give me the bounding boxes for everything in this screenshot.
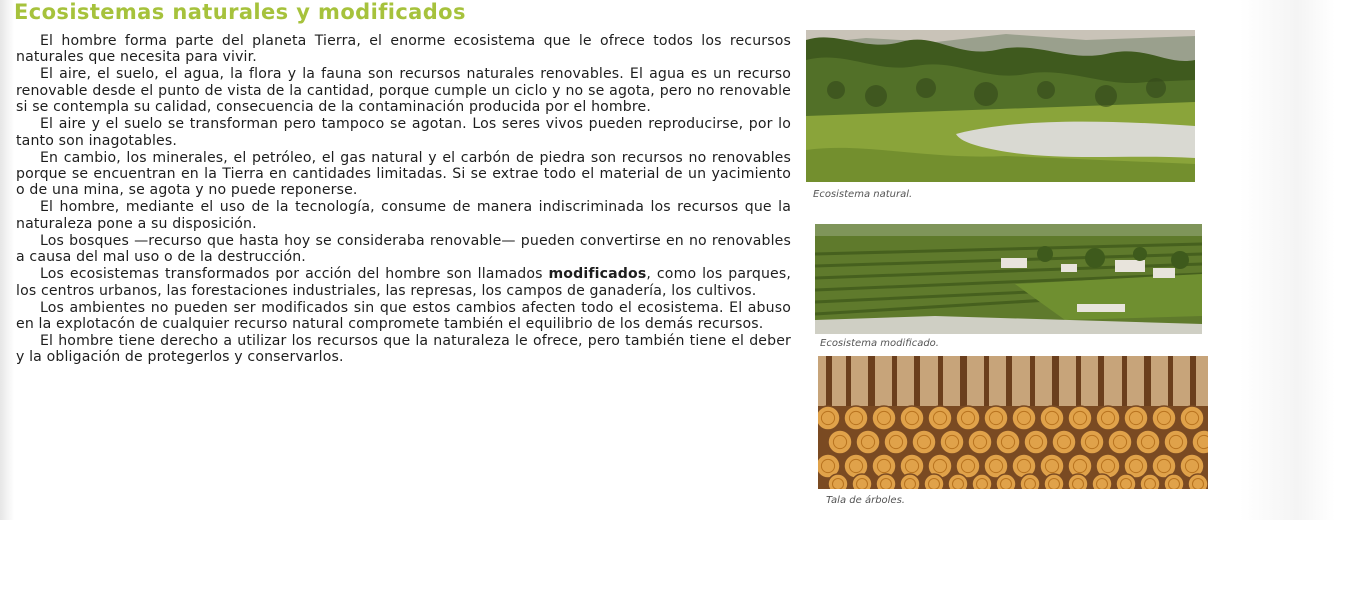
logging-photo: [818, 356, 1208, 489]
log-end: [1068, 406, 1092, 430]
natural-ecosystem-photo: [806, 30, 1195, 182]
paragraph: El hombre forma parte del planeta Tierra, el enorme ecosistema que le ofrece todos los recursos naturales que necesita para vivir.: [16, 33, 791, 66]
log-end: [912, 430, 936, 454]
paragraph: [16, 266, 791, 299]
log-end: [1164, 474, 1184, 489]
log-end: [1164, 430, 1188, 454]
log-end: [924, 474, 944, 489]
paragraph: En cambio, los minerales, el petróleo, el gas natural y el carbón de piedra son recursos no renovables porque se encuentran en la Tierra en cantidades limitadas. Si se extrae todo el material de un yacimiento o de una mina, se agota y no puede reponerse.: [16, 149, 791, 199]
log-end: [1188, 474, 1208, 489]
log-end: [900, 406, 924, 430]
bold-term: modificados: [548, 266, 647, 283]
log-end: [856, 430, 880, 454]
log-end: [956, 406, 980, 430]
log-end: [828, 430, 852, 454]
log-end: [1044, 474, 1064, 489]
article-body: [16, 33, 791, 366]
log-end: [884, 430, 908, 454]
log-end: [1096, 406, 1120, 430]
scan-shadow-left: [0, 0, 14, 520]
log-end: [828, 474, 848, 489]
log-end: [972, 474, 992, 489]
log-end: [1124, 406, 1148, 430]
log-end: [984, 406, 1008, 430]
log-end: [1080, 430, 1104, 454]
log-end: [1180, 406, 1204, 430]
log-end: [844, 406, 868, 430]
log-end: [876, 474, 896, 489]
log-end: [1116, 474, 1136, 489]
log-end: [1020, 474, 1040, 489]
log-end: [1108, 430, 1132, 454]
log-end: [996, 430, 1020, 454]
paragraph: El aire, el suelo, el agua, la flora y la fauna son recursos naturales renovables. El agua es un recurso renovable desde el punto de vista de la cantidad, porque cumple un ciclo y no se agota, pero no renovable si se contempla su calidad, consecuencia de la contaminación producida por el hombre.: [16, 66, 791, 116]
log-end: [1068, 474, 1088, 489]
modified-ecosystem-photo: [815, 224, 1202, 334]
page-title: Ecosistemas naturales y modificados: [14, 0, 466, 24]
log-end: [1136, 430, 1160, 454]
log-end: [948, 474, 968, 489]
log-end: [1024, 430, 1048, 454]
log-end: [1052, 430, 1076, 454]
paragraph-text: Los ecosistemas transformados por acción del hombre son llamados: [40, 266, 549, 283]
paragraph: El hombre tiene derecho a utilizar los recursos que la naturaleza le ofrece, pero también tiene el deber y la obligación de protegerlos y conservarlos.: [16, 333, 791, 366]
log-end: [900, 474, 920, 489]
paragraph-text: , como los parques, los centros urbanos, las forestaciones industriales, las represas, los campos de ganadería, los cultivos.: [16, 266, 791, 299]
log-end: [928, 406, 952, 430]
log-end: [968, 430, 992, 454]
log-end: [940, 430, 964, 454]
paragraph: El aire y el suelo se transforman pero tampoco se agotan. Los seres vivos pueden reproducirse, por lo tanto son inagotables.: [16, 116, 791, 149]
log-end: [1092, 474, 1112, 489]
log-end: [872, 406, 896, 430]
paragraph: Los bosques —recurso que hasta hoy se consideraba renovable— pueden convertirse en no renovables a causa del mal uso o de la destrucción.: [16, 232, 791, 266]
log-end: [1012, 406, 1036, 430]
log-end: [1040, 406, 1064, 430]
log-end: [852, 474, 872, 489]
paragraph: El hombre, mediante el uso de la tecnología, consume de manera indiscriminada los recursos que la naturaleza pone a su disposición.: [16, 199, 791, 232]
log-end: [1152, 406, 1176, 430]
figure-caption: Ecosistema natural.: [813, 189, 913, 200]
log-end: [1140, 474, 1160, 489]
paragraph: Los ambientes no pueden ser modificados sin que estos cambios afecten todo el ecosistema. El abuso en la explotacón de cualquier recurso natural compromete también el equilibrio de los demás recursos.: [16, 299, 791, 333]
figure-caption: Ecosistema modificado.: [820, 338, 939, 349]
scan-shadow-right: [1240, 0, 1335, 520]
figure-caption: Tala de árboles.: [826, 495, 905, 506]
log-end: [996, 474, 1016, 489]
